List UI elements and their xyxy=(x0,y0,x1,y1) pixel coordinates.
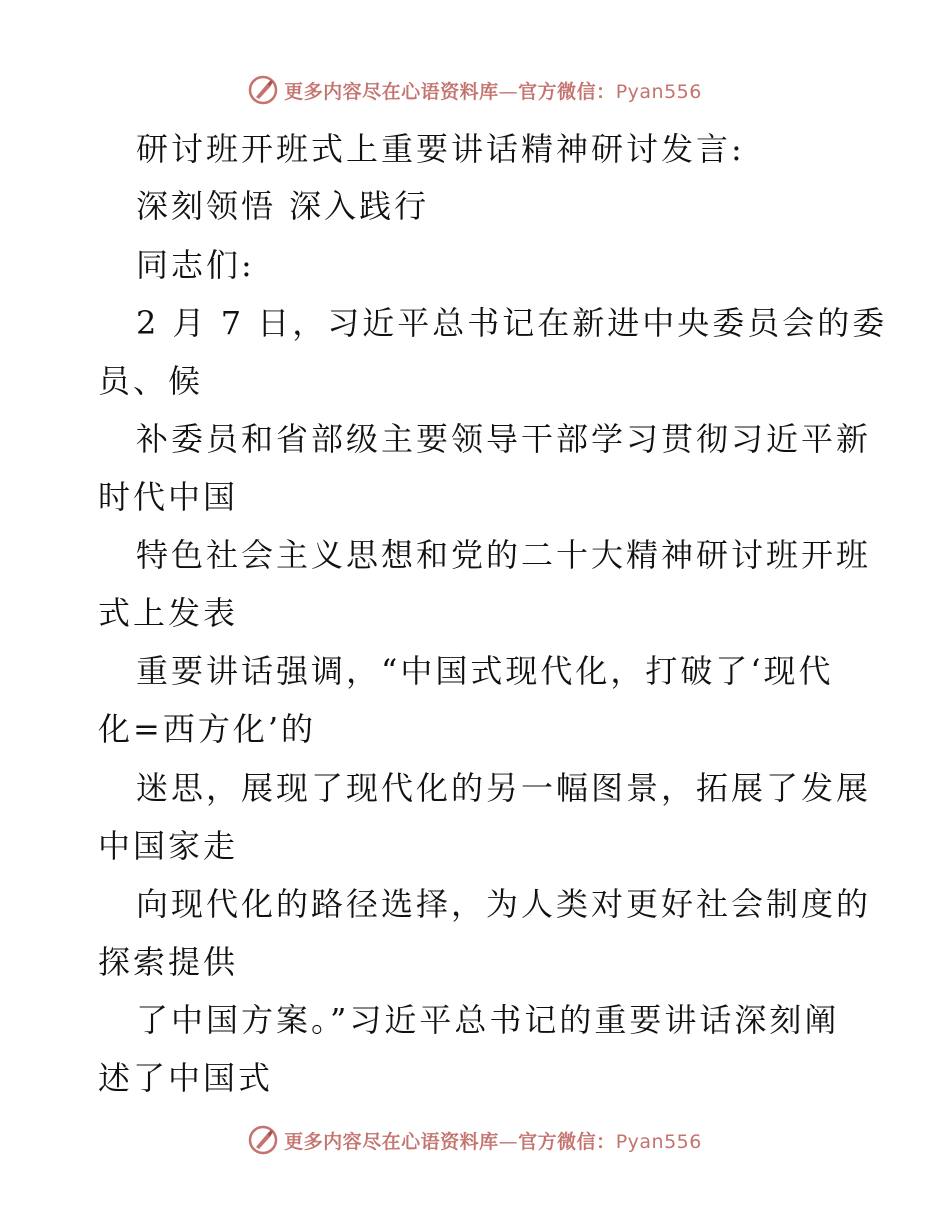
paragraph-line: 述了中国式 xyxy=(98,1059,274,1097)
paragraph-line: 补委员和省部级主要领导干部学习贯彻习近平新 xyxy=(136,420,872,458)
paragraph-line: 了中国方案。”习近平总书记的重要讲话深刻阐 xyxy=(136,1001,840,1039)
footer-watermark-banner xyxy=(0,1122,950,1158)
pen-logo-icon xyxy=(248,1125,278,1155)
paragraph-line: 2 月 7 日，习近平总书记在新进中央委员会的委 xyxy=(136,304,888,342)
paragraph-line: 探索提供 xyxy=(98,943,239,981)
paragraph-line: 重要讲话强调，“中国式现代化，打破了‘现代 xyxy=(136,652,834,690)
paragraph-line: 中国家走 xyxy=(98,827,239,865)
paragraph-line: 员、候 xyxy=(98,362,204,400)
salutation-line: 同志们: xyxy=(136,246,255,284)
paragraph-line: 时代中国 xyxy=(98,478,239,516)
paragraph-line: 迷思，展现了现代化的另一幅图景，拓展了发展 xyxy=(136,769,872,807)
paragraph-line: 特色社会主义思想和党的二十大精神研讨班开班 xyxy=(136,536,872,574)
doc-subtitle-line: 深刻领悟 深入践行 xyxy=(136,187,430,225)
doc-title-line: 研讨班开班式上重要讲话精神研讨发言: xyxy=(136,130,745,168)
paragraph-line: 向现代化的路径选择，为人类对更好社会制度的 xyxy=(136,885,872,923)
paragraph-line: 式上发表 xyxy=(98,594,239,632)
header-banner-text: 更多内容尽在心语资料库—官方微信：Pyan556 xyxy=(284,80,702,103)
paragraph-line: 化=西方化’的 xyxy=(98,710,316,748)
footer-banner-text: 更多内容尽在心语资料库—官方微信：Pyan556 xyxy=(284,1130,702,1153)
